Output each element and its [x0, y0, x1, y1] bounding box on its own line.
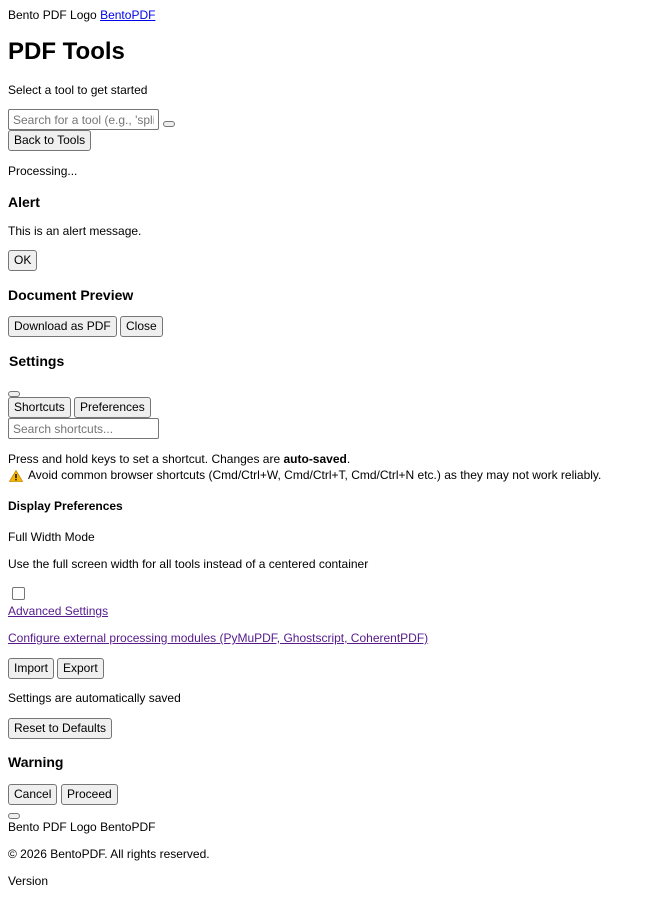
warning-proceed-button[interactable]: Proceed — [61, 784, 118, 805]
preview-title: Document Preview — [8, 287, 134, 303]
display-preferences-title: Display Preferences — [8, 499, 123, 513]
warning-cancel-button[interactable]: Cancel — [8, 784, 57, 805]
settings-title: Settings — [9, 353, 65, 369]
shortcut-hint-bold: auto-saved — [283, 452, 347, 466]
header-logo — [8, 8, 155, 22]
alert-ok-button[interactable]: OK — [8, 250, 37, 271]
full-width-label: Full Width Mode — [8, 530, 95, 544]
import-button[interactable]: Import — [8, 658, 54, 679]
scroll-top-button[interactable] — [8, 813, 20, 819]
footer-copyright: © 2026 BentoPDF. All rights reserved. — [8, 847, 210, 861]
footer-logo — [8, 820, 155, 834]
full-width-checkbox[interactable] — [12, 587, 25, 600]
advanced-settings-link[interactable]: Advanced Settings — [8, 604, 109, 618]
download-pdf-button[interactable]: Download as PDF — [8, 316, 117, 337]
logo-alt-text: Bento PDF Logo — [8, 8, 97, 22]
footer-version: Version — [8, 874, 49, 888]
full-width-description: Use the full screen width for all tools instead of a centered container — [8, 557, 369, 571]
tool-search-input[interactable] — [8, 109, 159, 130]
tab-preferences[interactable]: Preferences — [74, 397, 151, 418]
warning-icon — [9, 470, 23, 482]
shortcut-search-input[interactable] — [8, 418, 159, 439]
shortcut-warning-text: Avoid common browser shortcuts (Cmd/Ctrl+W, Cmd/Ctrl+T, Cmd/Ctrl+N etc.) as they may not work reliably. — [28, 468, 602, 482]
brand-link[interactable]: BentoPDF — [100, 8, 156, 22]
page-title: PDF Tools — [8, 38, 125, 65]
processing-text: Processing... — [8, 164, 78, 178]
footer-brand: BentoPDF — [100, 820, 156, 834]
preview-close-button[interactable]: Close — [120, 316, 163, 337]
configure-modules-link[interactable]: Configure external processing modules (PyMuPDF, Ghostscript, CoherentPDF) — [8, 631, 429, 645]
shortcut-hint — [8, 452, 350, 466]
warning-title: Warning — [8, 754, 64, 770]
shortcut-hint-suffix: . — [346, 452, 351, 466]
alert-message: This is an alert message. — [8, 224, 142, 238]
reset-defaults-button[interactable]: Reset to Defaults — [8, 718, 112, 739]
back-to-tools-button[interactable]: Back to Tools — [8, 130, 91, 151]
alert-title: Alert — [8, 194, 40, 210]
clear-search-button[interactable] — [163, 121, 175, 127]
footer-logo-alt-text: Bento PDF Logo — [8, 820, 97, 834]
shortcut-hint-prefix: Press and hold keys to set a shortcut. Changes are — [8, 452, 284, 466]
tab-shortcuts[interactable]: Shortcuts — [8, 397, 71, 418]
autosave-text: Settings are automatically saved — [8, 691, 181, 705]
export-button[interactable]: Export — [57, 658, 104, 679]
page-subtitle: Select a tool to get started — [8, 83, 148, 97]
